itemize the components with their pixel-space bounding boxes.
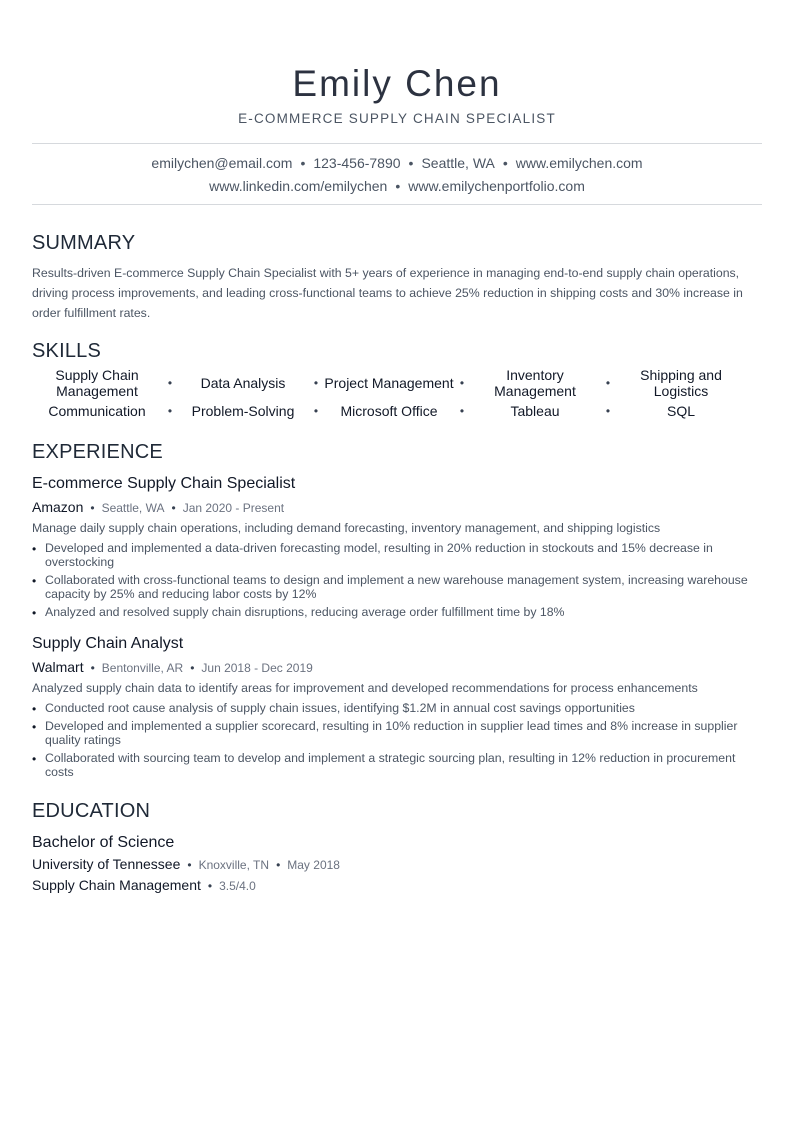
bullet-item <box>32 751 762 779</box>
skill-item: Problem-Solving <box>191 403 295 419</box>
phone-number: 123-456-7890 <box>313 155 401 171</box>
bullet-item <box>32 605 762 619</box>
summary-heading: SUMMARY <box>32 232 136 254</box>
skill-item: Project Management <box>324 375 454 391</box>
bullet-text: Developed and implemented a data-driven forecasting model, resulting in 20% reduction in stockouts and 15% decrease in overstocking <box>45 541 713 569</box>
bullet-text: Analyzed and resolved supply chain disruptions, reducing average order fulfillment time by 18% <box>45 605 565 619</box>
separator-dot: • <box>171 501 176 515</box>
header-divider-bottom <box>32 204 762 205</box>
graduation-date: May 2018 <box>287 858 340 872</box>
skill-item: Microsoft Office <box>340 403 438 419</box>
bullet-item <box>32 541 762 569</box>
bullet-dot: • <box>32 574 37 588</box>
email-link[interactable]: emilychen@email.com <box>151 155 293 171</box>
job-bullets <box>32 541 762 619</box>
separator-dot: • <box>313 376 319 390</box>
bullet-text: Collaborated with sourcing team to develop and implement a strategic sourcing plan, resulting in 12% reduction in procurement costs <box>45 751 736 779</box>
experience-section <box>32 441 762 779</box>
bullet-item <box>32 701 762 715</box>
separator-dot: • <box>187 858 192 872</box>
separator-dot: • <box>408 155 414 171</box>
company-name: Walmart <box>32 659 84 675</box>
job-meta <box>32 657 762 678</box>
skills-section <box>32 340 762 423</box>
company-name: Amazon <box>32 499 84 515</box>
skill-item: Supply Chain Management <box>55 367 139 399</box>
skill-item: SQL <box>666 403 695 419</box>
portfolio-link[interactable]: www.emilychenportfolio.com <box>408 178 585 194</box>
job-location: Seattle, WA <box>101 501 165 515</box>
bullet-dot: • <box>32 702 37 716</box>
job-description: Manage daily supply chain operations, including demand forecasting, inventory management, and shipping logistics <box>32 521 661 535</box>
summary-text: Results-driven E-commerce Supply Chain Specialist with 5+ years of experience in managing end-to-end supply chain operations, driving process improvements, and leading cross-functional teams to achieve 25% reduction in shipping costs and 30% increase in order fulfillment rates. <box>32 266 743 320</box>
location-text: Seattle, WA <box>421 155 495 171</box>
separator-dot: • <box>300 155 306 171</box>
degree-title: Bachelor of Science <box>32 834 175 851</box>
candidate-name: Emily Chen <box>292 63 502 104</box>
school-name: University of Tennessee <box>32 856 181 872</box>
contact-row-1 <box>32 152 762 175</box>
separator-dot: • <box>207 879 213 893</box>
separator-dot: • <box>459 376 465 390</box>
job-title: E-commerce Supply Chain Specialist <box>32 475 296 492</box>
separator-dot: • <box>276 858 281 872</box>
experience-heading: EXPERIENCE <box>32 441 163 463</box>
job-dates: Jan 2020 - Present <box>182 501 285 515</box>
summary-section <box>32 232 762 323</box>
job-entry <box>32 633 762 779</box>
linkedin-link[interactable]: www.linkedin.com/emilychen <box>209 178 388 194</box>
job-meta <box>32 497 762 518</box>
school-location: Knoxville, TN <box>198 858 270 872</box>
separator-dot: • <box>313 404 319 418</box>
skill-item: Shipping and Logistics <box>640 367 722 399</box>
job-bullets <box>32 701 762 779</box>
bullet-item <box>32 719 762 747</box>
skill-item: Tableau <box>510 403 560 419</box>
separator-dot: • <box>459 404 465 418</box>
separator-dot: • <box>502 155 508 171</box>
skills-grid <box>32 367 762 423</box>
separator-dot: • <box>90 661 95 675</box>
job-description: Analyzed supply chain data to identify areas for improvement and developed recommendations for process enhancements <box>32 681 698 695</box>
skill-item: Communication <box>48 403 146 419</box>
bullet-item <box>32 573 762 601</box>
skill-item: Data Analysis <box>200 375 286 391</box>
job-title: Supply Chain Analyst <box>32 635 184 652</box>
skills-row <box>32 399 762 423</box>
separator-dot: • <box>190 661 195 675</box>
contact-row-2 <box>32 175 762 198</box>
bullet-text: Conducted root cause analysis of supply chain issues, identifying $1.2M in annual cost savings opportunities <box>45 701 635 715</box>
major-name: Supply Chain Management <box>32 877 201 893</box>
bullet-dot: • <box>32 606 37 620</box>
major-line <box>32 875 762 896</box>
education-section <box>32 800 762 896</box>
job-location: Bentonville, AR <box>101 661 184 675</box>
separator-dot: • <box>605 404 611 418</box>
skill-item: Inventory Management <box>494 367 576 399</box>
job-entry <box>32 473 762 619</box>
bullet-dot: • <box>32 752 37 766</box>
bullet-text: Developed and implemented a supplier scorecard, resulting in 10% reduction in supplier lead times and 8% increase in supplier quality ratings <box>45 719 738 747</box>
school-line <box>32 854 762 875</box>
gpa-value: 3.5/4.0 <box>219 879 256 893</box>
bullet-dot: • <box>32 720 37 734</box>
job-dates: Jun 2018 - Dec 2019 <box>201 661 313 675</box>
bullet-dot: • <box>32 542 37 556</box>
bullet-text: Collaborated with cross-functional teams to design and implement a new warehouse management system, increasing warehouse capacity by 25% and reducing labor costs by 12% <box>45 573 748 601</box>
separator-dot: • <box>395 178 401 194</box>
separator-dot: • <box>90 501 95 515</box>
contact-info <box>32 144 762 204</box>
skills-heading: SKILLS <box>32 340 102 362</box>
separator-dot: • <box>167 376 173 390</box>
separator-dot: • <box>605 376 611 390</box>
candidate-title: E-COMMERCE SUPPLY CHAIN SPECIALIST <box>238 111 556 126</box>
education-heading: EDUCATION <box>32 800 151 822</box>
skills-row <box>32 367 762 399</box>
website-link[interactable]: www.emilychen.com <box>515 155 643 171</box>
separator-dot: • <box>167 404 173 418</box>
